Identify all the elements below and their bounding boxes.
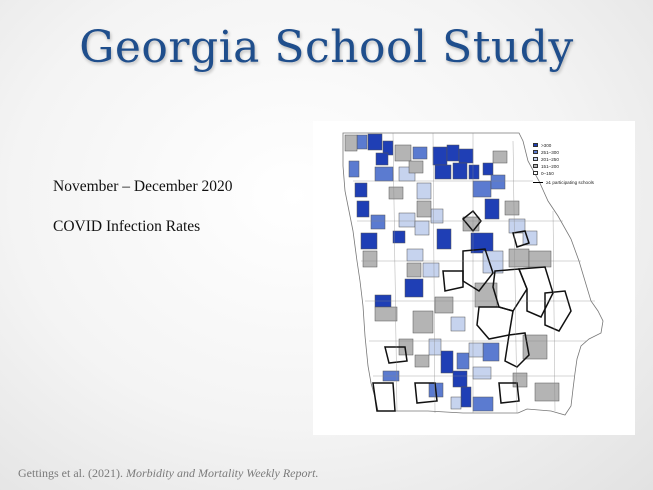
legend-item [533,149,594,156]
legend-swatch [533,157,538,161]
legend-boundary-line [533,182,543,183]
legend-item [533,142,594,149]
legend-label: 251–300 [541,149,559,155]
legend-item [533,156,594,163]
legend-item [533,170,594,177]
legend-boundary-label: ≥1 participating schools [546,180,594,186]
legend-item-boundary [533,180,594,187]
legend-label: 151–200 [541,163,559,169]
georgia-county-map [313,121,635,435]
citation-journal: Morbidity and Mortality Weekly Report. [125,466,319,480]
bullet-date-range: November – December 2020 [53,178,233,195]
legend-label: 201–250 [541,156,559,162]
legend-label: 0–150 [541,170,554,176]
legend-swatch [533,150,538,154]
citation-authors: Gettings et al. (2021). [18,466,123,480]
citation [18,466,319,481]
legend-swatch [533,143,538,147]
bullet-topic: COVID Infection Rates [53,218,201,235]
legend-swatch [533,164,538,168]
legend-swatch [533,171,538,175]
legend-label: >300 [541,142,552,148]
slide-title: Georgia School Study [79,22,574,73]
legend-item [533,163,594,170]
map-legend [533,142,594,187]
